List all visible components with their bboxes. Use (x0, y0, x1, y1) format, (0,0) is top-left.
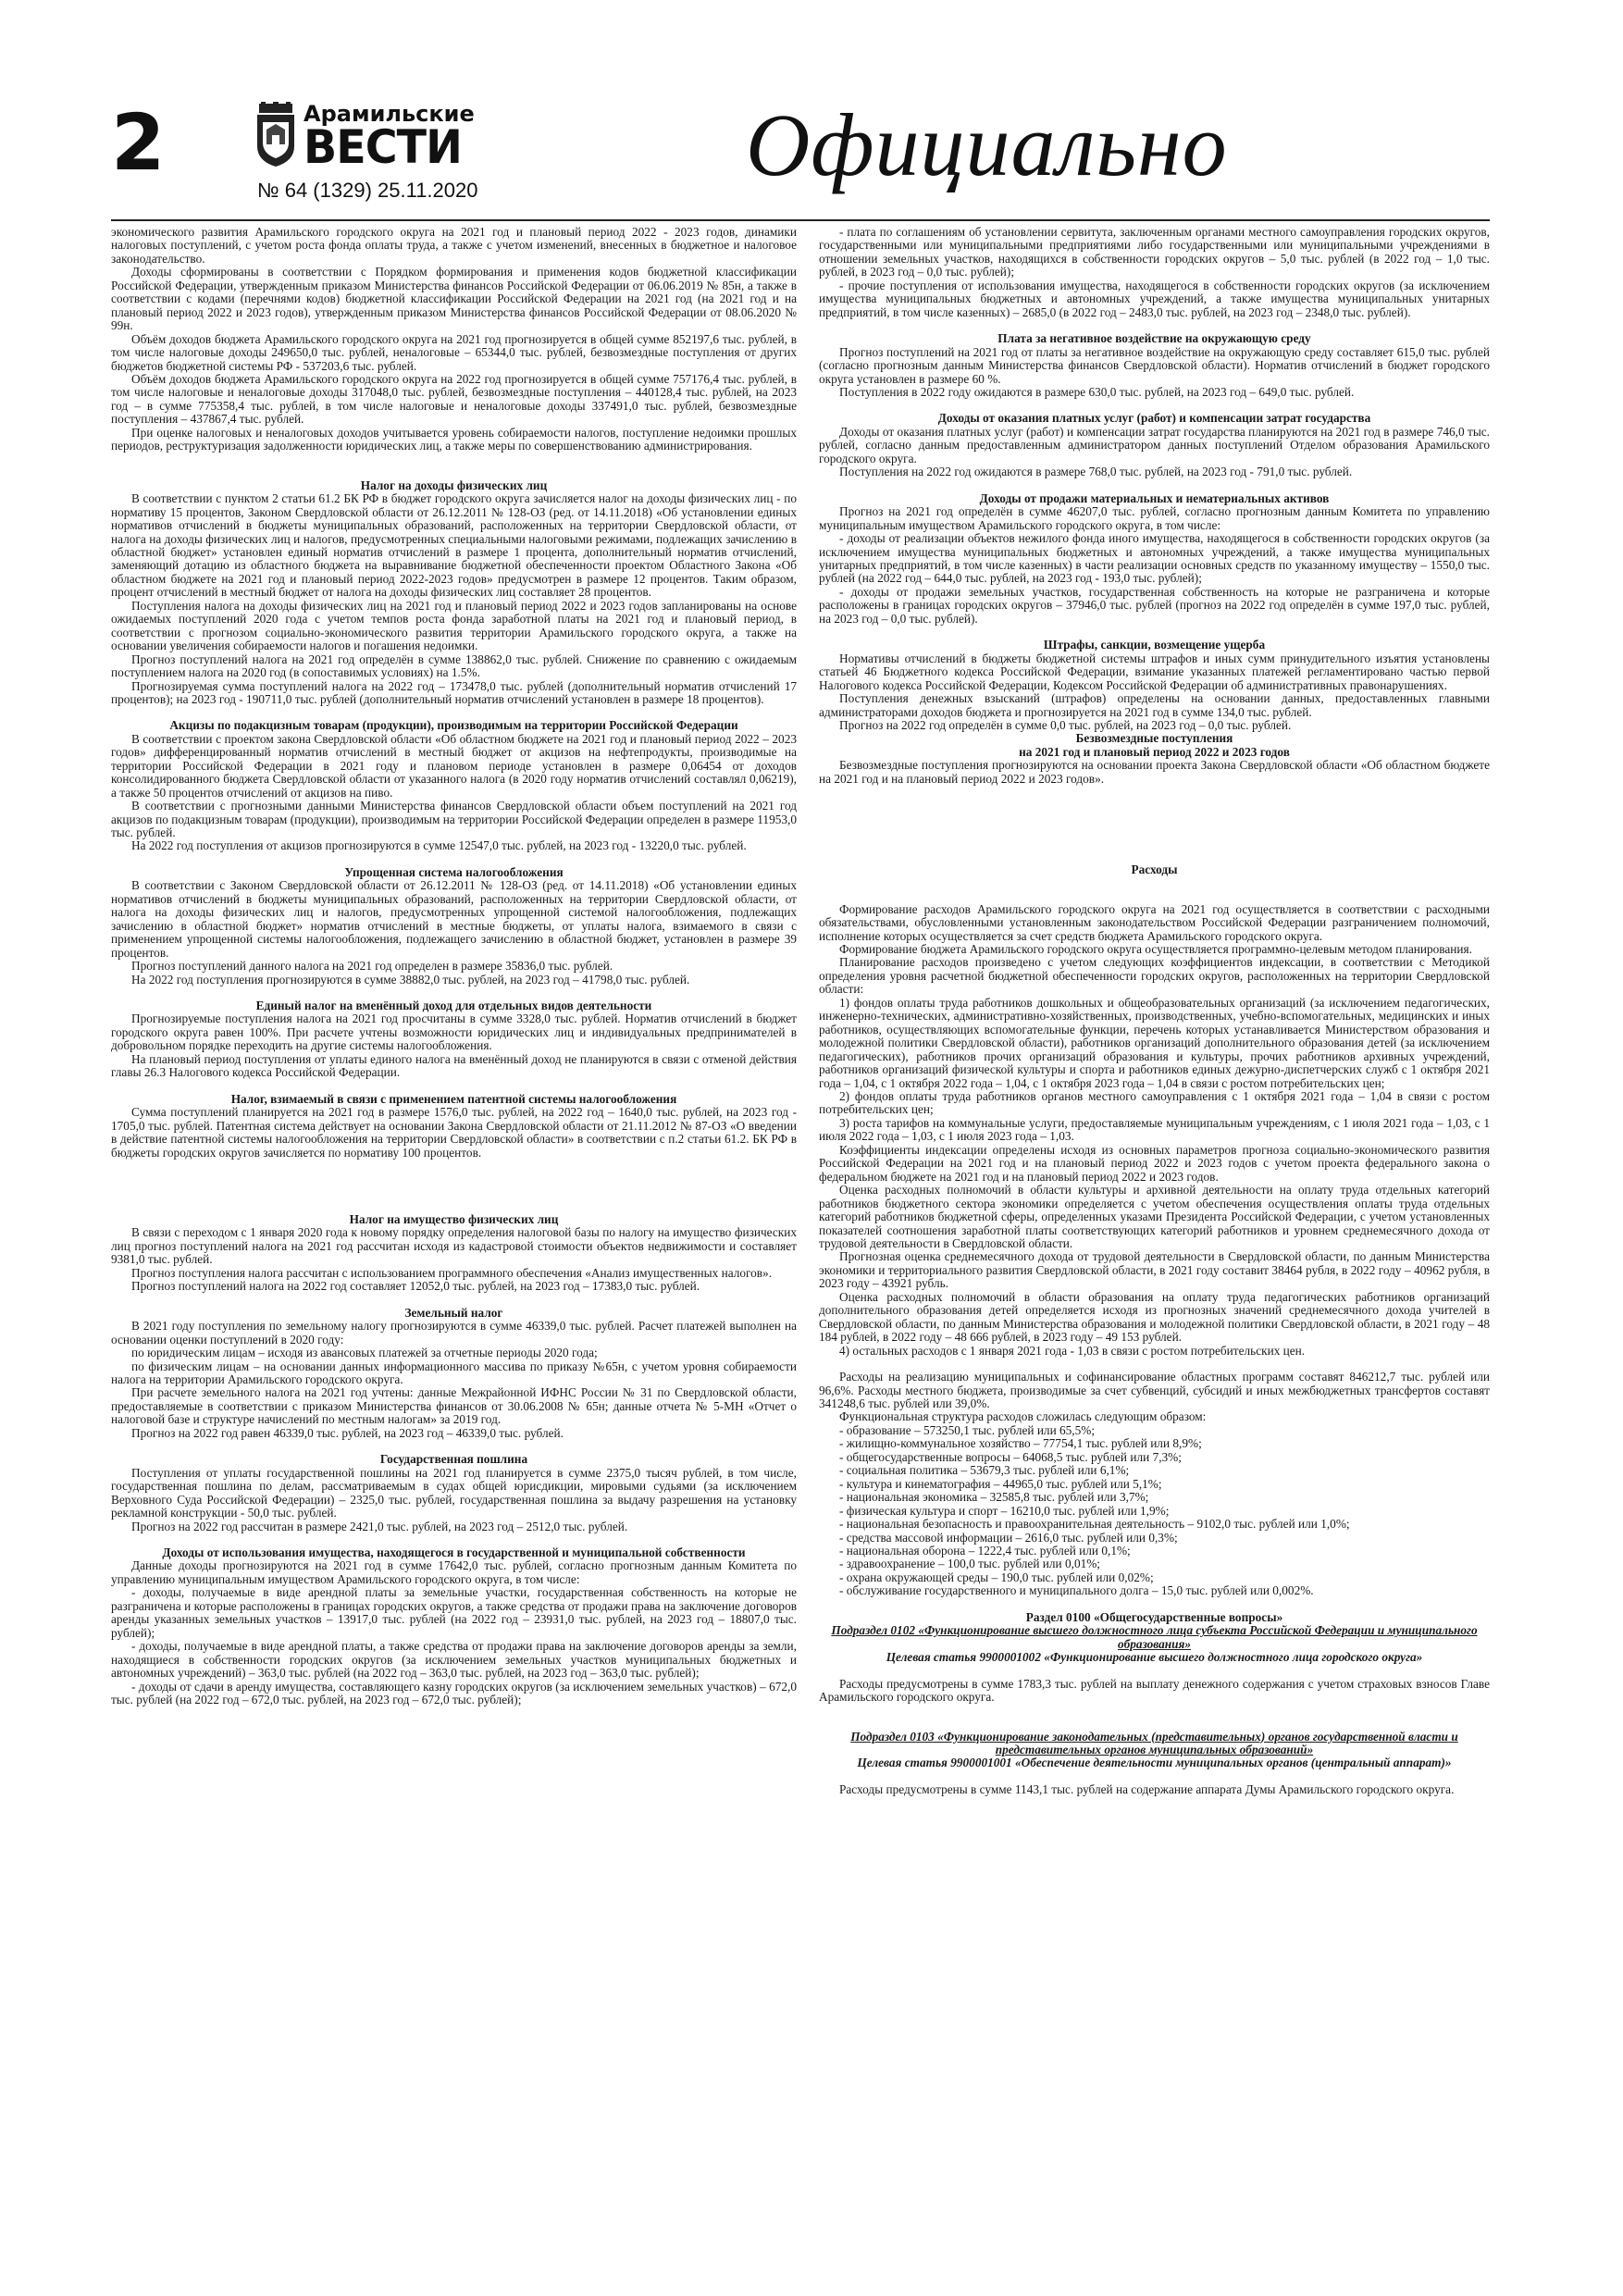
heading-paid-services: Доходы от оказания платных услуг (работ) и компенсации затрат государства (937, 411, 1371, 426)
heading-duty: Государственная пошлина (379, 1452, 528, 1467)
paragraph: Безвозмездные поступления прогнозируются на основании проекта Закона Свердловской области «Об областном бюджете на 2021 год и на плановый период 2022 и 2023 годов». (819, 758, 1490, 786)
paragraph: Прогноз поступлений на 2021 год от платы за негативное воздействие на окружающую среду составляет 615,0 тыс. рублей (согласно прогнозным данным Министерства финансов Свердловской области). Норматив отчислений в бюджет городского округа установлен в размере 60 %. (819, 344, 1490, 386)
paragraph: - доходы от продажи земельных участков, государственная собственность на которые не разграничена и которые расположены в границах городских округов – 37946,0 тыс. рублей (прогноз на 2022 год определён в сумме 197,0 тыс. рублей, на 2023 год – 0,0 тыс. рублей). (819, 584, 1490, 626)
heading-section-0100: Раздел 0100 «Общегосударственные вопросы» (1025, 1609, 1283, 1624)
page-number: 2 (111, 97, 166, 188)
heading-expenses: Расходы (1131, 863, 1178, 877)
paragraph: Поступления денежных взысканий (штрафов) определены на основании данных, предоставленных главными администраторами доходов бюджета и прогнозируется на 2021 год в сумме 134,0 тыс. рублей. (819, 691, 1490, 719)
paragraph: Поступления от уплаты государственной пошлины на 2021 год планируется в сумме 2375,0 тысяч рублей, в том числе, государственная пошлина по делам, рассматриваемым в судах общей юрисдикции, мировыми судьями (за исключением Верховного Суда Российской Федерации) – 2325,0 тыс. рублей, государственная пошлина за выдачу разрешения на установку рекламной конструкции - 50,0 тыс. рублей. (111, 1465, 797, 1520)
logo-text-main: ВЕСТИ (304, 120, 462, 174)
paragraph: - плата по соглашениям об установлении сервитута, заключенным органами местного самоуправления городских округов, государственными или муниципальными предприятиями либо государственными или муниципальными учреждениями в отношении земельных участков, находящихся в собственности городских округов – 5,0 тыс. рублей (в 2022 год – 1,0 тыс. рублей, в 2023 год – 0,0 тыс. рублей); (819, 226, 1490, 279)
paragraph: В соответствии с пунктом 2 статьи 61.2 БК РФ в бюджет городского округа зачисляется налог на доходы физических лиц - по нормативу 15 процентов, Законом Свердловской области от 26.12.2011 № 128-ОЗ (ред. от 14.11.2018) «Об установлении единых нормативов отчислений в бюджеты муниципальных образований, расположенных на территории Свердловской области, от налога на доходы физических лиц и налогов, предусмотренных специальными налоговыми режимами, подлежащих зачислению в областной бюджет» установлен единый норматив отчислений в размере 1 процента, дополнительный норматив отчислений, заменяющий дотацию из областного бюджета на выравнивание бюджетной обеспеченности проектом Областного Закона «Об областном бюджете на 2021 год и плановый период 2022-2023 годов» предусмотрен в размере 12 процентов. Таким образом, процент отчислений в местный бюджет от налога на доходы физических лиц составляет 28 процентов. (111, 491, 797, 600)
paragraph: Прогноз поступлений налога на 2021 год определён в сумме 138862,0 тыс. рублей. Снижение по сравнению с ожидаемым поступлением налога на 2020 год (в сопоставимых условиях) на 1.5%. (111, 652, 797, 680)
heading-negative-impact: Плата за негативное воздействие на окружающую среду (997, 331, 1311, 346)
heading-envd: Единый налог на вменённый доход для отдельных видов деятельности (255, 999, 652, 1013)
heading-patent: Налог, взимаемый в связи с применением патентной системы налогообложения (230, 1091, 677, 1106)
paragraph: - доходы от сдачи в аренду имущества, составляющего казну городских округов (за исключением земельных участков) – 672,0 тыс. рублей (на 2022 год – 672,0 тыс. рублей, на 2023 год – 672,0 тыс. рублей); (111, 1679, 797, 1706)
list-item: - жилищно-коммунальное хозяйство – 77754,1 тыс. рублей или 8,9%; (839, 1436, 1202, 1451)
paragraph: - доходы, получаемые в виде арендной платы, а также средства от продажи права на заключение договоров аренды за земли, находящиеся в собственности городских округов (за исключением земельных участков муниципальных бюджетных и автономных учреждений) – 363,0 тыс. рублей (на 2022 год – 363,0 тыс. рублей, на 2023 год – 363,0 тыс. рублей); (111, 1639, 797, 1681)
list-item: - обслуживание государственного и муниципального долга – 15,0 тыс. рублей или 0,002%. (839, 1583, 1314, 1598)
paragraph: - доходы, получаемые в виде арендной платы за земельные участки, государственная собственность на которые не разграничена и которые расположены в границах городских округов, а также средства от продажи права на заключение договоров аренды указанных земельных участков – 13917,0 тыс. рублей (на 2022 год – 23931,0 тыс. рублей, на 2023 год – 18807,0 тыс. рублей); (111, 1585, 797, 1640)
paragraph: Расходы на реализацию муниципальных и софинансирование областных программ составят 846212,7 тыс. рублей или 96,6%. Расходы местного бюджета, производимые за счет субвенций, субсидий и иных межбюджетных трансфертов составят 341248,6 тыс. рублей или 39,0%. (819, 1370, 1490, 1410)
paragraph: Поступления налога на доходы физических лиц на 2021 год и плановый период 2022 и 2023 годов запланированы на основе ожидаемых поступлений 2020 года с учетом темпов роста фонда заработной платы на 2021 год и плановый период, в соответствии с прогнозом социально-экономического развития территории Арамильского городского округа, а также на основании увеличения собираемости налогов и погашения недоимки. (111, 598, 797, 653)
paragraph: Прогноз на 2021 год определён в сумме 46207,0 тыс. рублей, согласно прогнозным данным Комитета по управлению муниципальным имуществом Арамильского городского округа, в том числе: (819, 504, 1490, 532)
list-item: - социальная политика – 53679,3 тыс. рублей или 6,1%; (839, 1463, 1130, 1478)
paragraph: Прогнозная оценка среднемесячного дохода от трудовой деятельности в Свердловской области, по данным Министерства экономики и территориального развития Свердловской области, в 2021 году составит 38464 рубля, в 2022 году – 40962 рубля, в 2023 году – 43921 рубль. (819, 1249, 1490, 1291)
paragraph: Поступления на 2022 год ожидаются в размере 768,0 тыс. рублей, на 2023 год - 791,0 тыс. рублей. (839, 465, 1353, 479)
subsection-0103: Подраздел 0103 «Функционирование законодательных (представительных) органов государственной власти и представительных органов муниципальных образований» (850, 1729, 1458, 1756)
list-item: - средства массовой информации – 2616,0 тыс. рублей или 0,3%; (839, 1530, 1178, 1545)
paragraph: Прогноз на 2022 год равен 46339,0 тыс. рублей, на 2023 год – 46339,0 тыс. рублей. (131, 1425, 564, 1440)
issue-number-date: № 64 (1329) 25.11.2020 (257, 179, 478, 202)
paragraph: - прочие поступления от использования имущества, находящегося в собственности городских округов (за исключением имущества муниципальных бюджетных и автономных учреждений, а также имущества муниципальных унитарных предприятий, в том числе казенных) – 2685,0 (в 2022 год – 2483,0 тыс. рублей, на 2023 год – 2348,0 тыс. рублей). (819, 278, 1490, 319)
paragraph: При расчете земельного налога на 2021 год учтены: данные Межрайонной ИФНС России № 31 по Свердловской области, предоставляемые в соответствии с приказом Министерства финансов от 30.06.2008 № 65н; данные отчета № 5-МН «Отчет о налоговой базе и структуре начислений по местным налогам» за 2019 год. (111, 1385, 797, 1427)
paragraph: Функциональная структура расходов сложилась следующим образом: (839, 1409, 1207, 1424)
heading-usn: Упрощенная система налогообложения (344, 864, 564, 879)
heading-gratuitous-period: на 2021 год и плановый период 2022 и 2023 годов (1019, 744, 1290, 759)
paragraph: Оценка расходных полномочий в области образования на оплату труда педагогических работников организаций дополнительного образования детей определяется исходя из прогнозных значений среднемесячного дохода учителей в Свердловской области, по данным Министерства образования и молодежной политики Свердловской области, в 2021 году – 48 184 рублей, в 2022 году – 48 666 рублей, в 2023 году – 49 153 рублей. (819, 1289, 1490, 1345)
paragraph: Данные доходы прогнозируются на 2021 год в сумме 17642,0 тыс. рублей, согласно прогнозным данным Комитета по управлению муниципальным имуществом Арамильского городского округа, в том числе: (111, 1558, 797, 1586)
heading-land: Земельный налог (404, 1305, 503, 1320)
paragraph: Формирование расходов Арамильского городского округа на 2021 год осуществляется в соответствии с расходными обязательствами, обусловленными установленным законодательством Российской Федерации разграничением полномочий, исполнение которых осуществляется за счет средств бюджета Арамильского городского округа. (819, 901, 1490, 943)
list-item: - образование – 573250,1 тыс. рублей или 65,5%; (839, 1422, 1096, 1437)
list-item: - национальная оборона – 1222,4 тыс. рублей или 0,1%; (839, 1543, 1131, 1558)
list-item: - физическая культура и спорт – 16210,0 тыс. рублей или 1,9%; (839, 1503, 1170, 1518)
paragraph: Расходы предусмотрены в сумме 1143,1 тыс. рублей на содержание аппарата Думы Арамильского городского округа. (839, 1781, 1455, 1796)
paragraph: В связи с переходом с 1 января 2020 года к новому порядку определения налоговой базы по налогу на имущество физических лиц прогноз поступлений налога на 2021 год рассчитан исходя из кадастровой стоимости объектов недвижимости и составляет 9381,0 тыс. рублей. (111, 1225, 797, 1267)
paragraph: Коэффициенты индексации определены исходя из основных параметров прогноза социально-экономического развития Российской Федерации на 2021 год и на плановый период 2022 и 2023 годов с учетом проекта федерального закона о федеральном бюджете на 2021 год и на плановый период 2022 и 2023 годов. (819, 1142, 1490, 1184)
paragraph: 1) фондов оплаты труда работников дошкольных и общеобразовательных организаций (за исключением педагогических, инженерно-технических, административно-хозяйственных, производственных, учебно-вспомогательных, медицинских и иных работников, осуществляющих вспомогательные функции, перечень которых устанавливается Министерством образования и молодежной политики Свердловской области), работников организаций дополнительного образования детей (за исключением педагогических), работников прочих организаций образования и культуры, прочих работников архивных учреждений, работников организаций физической культуры и спорта и работников единых дежурно-диспетчерских служб с 1 октября 2021 года – 1,04, с 1 октября 2022 года – 1,04, с 1 октября 2023 года – 1,04 в связи с ростом потребительских цен; (819, 995, 1490, 1090)
paragraph: На 2022 год поступления от акцизов прогнозируются в сумме 12547,0 тыс. рублей, на 2023 год - 13220,0 тыс. рублей. (131, 838, 747, 853)
paragraph: Доходы сформированы в соответствии с Порядком формирования и применения кодов бюджетной классификации Российской Федерации, утвержденным приказом Министерства финансов Российской Федерации от 06.06.2019 № 85н, а также в соответствии с кодами (перечнями кодов) бюджетной классификации Российской Федерации на 2021 год (на 2021 год и на плановый период 2022 и 2023 годов), утвержденным приказом Министерства финансов Российской Федерации от 08.06.2020 № 99н. (111, 265, 797, 333)
list-item: - здравоохранение – 100,0 тыс. рублей или 0,01%; (839, 1557, 1101, 1571)
paragraph: Прогноз на 2022 год рассчитан в размере 2421,0 тыс. рублей, на 2023 год – 2512,0 тыс. рублей. (131, 1519, 628, 1533)
paragraph: Прогноз поступлений данного налога на 2021 год определен в размере 35836,0 тыс. рублей. (131, 959, 613, 974)
paragraph: 4) остальных расходов с 1 января 2021 года - 1,03 в связи с ростом потребительских цен. (839, 1343, 1306, 1358)
list-item: - охрана окружающей среды – 190,0 тыс. рублей или 0,02%; (839, 1570, 1154, 1584)
paragraph: Формирование бюджета Арамильского городского округа осуществляется программно-целевым методом планирования. (839, 942, 1472, 957)
paragraph: 2) фондов оплаты труда работников органов местного самоуправления с 1 октября 2021 года – 1,04 в связи с ростом потребительских цен; (819, 1089, 1490, 1117)
paragraph: На плановый период поступления от уплаты единого налога на вменённый доход не планируются в связи с отменой действия главы 26.3 Налогового кодекса Российской Федерации. (111, 1051, 797, 1080)
list-item: - национальная безопасность и правоохранительная деятельность – 9102,0 тыс. рублей или 1,0%; (839, 1517, 1350, 1532)
subsection-0102: Подраздел 0102 «Функционирование высшего должностного лица субъекта Российской Федерации и муниципального образования» (831, 1623, 1478, 1651)
masthead (0, 0, 1623, 230)
paragraph: Доходы от оказания платных услуг (работ) и компенсации затрат государства планируются на 2021 год в размере 746,0 тыс. рублей, согласно данным предоставленным администратором данных поступлений Отделом образования Арамильского городского округа. (819, 424, 1490, 465)
heading-excise: Акцизы по подакцизным товарам (продукции), производимым на территории Российской Федерации (169, 718, 738, 733)
paragraph: Расходы предусмотрены в сумме 1783,3 тыс. рублей на выплату денежного содержания с учетом страховых взносов Главе Арамильского городского округа. (819, 1676, 1490, 1705)
paragraph: Прогнозируемая сумма поступлений налога на 2022 год – 173478,0 тыс. рублей (дополнительный норматив отчислений 17 процентов); на 2023 год - 190711,0 тыс. рублей (дополнительный норматив отчислений установлен в размере 18 процентов). (111, 678, 797, 706)
heading-property-use: Доходы от использования имущества, находящегося в государственной и муниципальной собственности (162, 1545, 746, 1559)
list-item: - национальная экономика – 32585,8 тыс. рублей или 3,7%; (839, 1490, 1149, 1505)
logo-text-top: Арамильские (304, 101, 475, 127)
paragraph: по юридическим лицам – исходя из авансовых платежей за отчетные периоды 2020 года; (131, 1346, 598, 1360)
target-article-0103: Целевая статья 9900001001 «Обеспечение деятельности муниципальных органов (центральный аппарат)» (857, 1756, 1452, 1770)
section-title: Официально (746, 95, 1228, 194)
paragraph: Прогноз поступлений налога на 2022 год составляет 12052,0 тыс. рублей, на 2023 год – 17383,0 тыс. рублей. (131, 1279, 700, 1294)
left-column (111, 226, 797, 2271)
paragraph: 3) роста тарифов на коммунальные услуги, предоставляемые муниципальным учреждениям, с 1 июля 2021 года – 1,03, с 1 июля 2022 года – 1,03, с 1 июля 2023 года – 1,03. (819, 1115, 1490, 1144)
paragraph: Прогноз поступления налога рассчитан с использованием программного обеспечения «Анализ имущественных налогов». (131, 1265, 773, 1280)
paragraph: При оценке налоговых и неналоговых доходов учитывается уровень собираемости налогов, поступление недоимки прошлых периодов, реструктуризация задолженности юридических лиц, а также меры по совершенствованию администрирования. (111, 425, 797, 453)
heading-ndfl: Налог на доходы физических лиц (360, 478, 548, 492)
paragraph: В соответствии с проектом закона Свердловской области «Об областном бюджете на 2021 год и плановый период 2022 – 2023 годов» дифференцированный норматив отчислений в местный бюджет от акцизов на нефтепродукты, производимые на территории Российской Федерации в 2021 году и плановом периоде установлен в размере 0,06454 от доходов консолидированного бюджета Свердловской области от указанного налога (в 2020 году норматив отчислений составлял 0,06219), а также 50 процентов отчислений от акцизов на пиво. (111, 731, 797, 800)
paragraph: Оценка расходных полномочий в области культуры и архивной деятельности на оплату труда отдельных категорий работников бюджетного сектора экономики определяется с учетом обеспечения осуществления оплаты труда отдельных категорий работников бюджетной сферы, определенных указами Президента Российской Федерации, с учетом установленных показателей соотношения заработной платы соответствующих категорий работников и уровнем среднемесячного дохода от трудовой деятельности в Свердловской области. (819, 1183, 1490, 1250)
paragraph: Планирование расходов произведено с учетом следующих коэффициентов индексации, в соответствии с Методикой определения уровня расчетной бюджетной обеспеченности городских округов, расположенных на территории Свердловской области: (819, 955, 1490, 997)
paragraph: Прогноз на 2022 год определён в сумме 0,0 тыс. рублей, на 2023 год – 0,0 тыс. рублей. (839, 717, 1292, 732)
paragraph: по физическим лицам – на основании данных информационного массива по приказу №65н, с учетом уровня собираемости налога на территории Арамильского городского округа. (111, 1359, 797, 1386)
paragraph: Объём доходов бюджета Арамильского городского округа на 2021 год прогнозируется в общей сумме 852197,6 тыс. рублей, в том числе налоговые доходы 249650,0 тыс. рублей, неналоговые – 65344,0 тыс. рублей, безвозмездные поступления от других бюджетов бюджетной системы РФ - 537203,6 тыс. рублей. (111, 331, 797, 373)
list-item: - культура и кинематография – 44965,0 тыс. рублей или 5,1%; (839, 1476, 1162, 1491)
heading-gratuitous: Безвозмездные поступления (1075, 731, 1233, 746)
heading-property: Налог на имущество физических лиц (349, 1212, 559, 1226)
paragraph: Нормативы отчислений в бюджеты бюджетной системы штрафов и иных сумм принудительного изъятия установлены статьей 46 Бюджетного кодекса Российской Федерации, взимание указанных платежей регламентировано частью первой Налогового кодекса Российской Федерации, Кодексом Российской Федерации об административных правонарушениях. (819, 651, 1490, 692)
paragraph: В 2021 году поступления по земельному налогу прогнозируются в сумме 46339,0 тыс. рублей. Расчет платежей выполнен на основании оценки поступлений в 2020 году: (111, 1319, 797, 1347)
right-column (819, 226, 1490, 2271)
paragraph: В соответствии с Законом Свердловской области от 26.12.2011 № 128-ОЗ (ред. от 14.11.2018) «Об установлении единых нормативов отчислений в бюджеты муниципальных образований, расположенных на территории Свердловской области, от налога на доходы физических лиц и налогов, предусмотренных упрощенной системой налогообложения, подлежащих зачислению в областной бюджет» норматив отчислений в местные бюджеты, от уплаты налога, взимаемого в связи с применением упрощенной системы налогообложения, подлежащего зачислению в областной бюджет, установлен в размере 39 процентов. (111, 878, 797, 960)
heading-fines: Штрафы, санкции, возмещение ущерба (1043, 638, 1266, 652)
coat-of-arms-icon (255, 102, 296, 167)
paragraph: На 2022 год поступления прогнозируются в сумме 38882,0 тыс. рублей, на 2023 год – 41798,0 тыс. рублей. (131, 972, 690, 987)
target-article-0102: Целевая статья 9900001002 «Функционирование высшего должностного лица городского округа» (886, 1650, 1423, 1665)
newspaper-logo (255, 101, 477, 174)
paragraph: экономического развития Арамильского городского округа на 2021 год и плановый период 2022 - 2023 годов, динамики налоговых поступлений, с учетом роста фонда оплаты труда, а также с учетом изменений, внесенных в бюджетное и налоговое законодательство. (111, 226, 797, 266)
paragraph: В соответствии с прогнозными данными Министерства финансов Свердловской области объем поступлений на 2021 год акцизов по подакцизным товарам (продукции), производимым на территории Российской Федерации определен в размере 11953,0 тыс. рублей. (111, 799, 797, 840)
paragraph: - доходы от реализации объектов нежилого фонда иного имущества, находящегося в собственности городских округов (за исключением имущества муниципальных бюджетных и автономных учреждений, а также имущества муниципальных унитарных предприятий, в том числе казенных) в части реализации основных средств по указанному имуществу – 1550,0 тыс. рублей (на 2022 год – 644,0 тыс. рублей, на 2023 год - 193,0 тыс. рублей); (819, 531, 1490, 586)
heading-asset-sale: Доходы от продажи материальных и нематериальных активов (979, 490, 1330, 505)
list-item: - общегосударственные вопросы – 64068,5 тыс. рублей или 7,3%; (839, 1449, 1182, 1464)
paragraph: Прогнозируемые поступления налога на 2021 год просчитаны в сумме 3328,0 тыс. рублей. Норматив отчислений в бюджет городского округа равен 100%. При расчете учтены возможности юридических лиц и индивидуальных предпринимателей в добровольном порядке переходить на другие системы налогообложения. (111, 1011, 797, 1053)
paragraph: Сумма поступлений планируется на 2021 год в размере 1576,0 тыс. рублей, на 2022 год – 1640,0 тыс. рублей, на 2023 год - 1705,0 тыс. рублей. Патентная система действует на основании Закона Свердловской области от 21.11.2012 № 87-ОЗ «О введении в действие патентной системы налогообложения на территории Свердловской области» в соответствии с п.2 статьи 61.2. БК РФ в бюджеты городских округов зачисляется по нормативу 100 процентов. (111, 1105, 797, 1160)
header-rule (111, 219, 1490, 221)
paragraph: Поступления в 2022 году ожидаются в размере 630,0 тыс. рублей, на 2023 год – 649,0 тыс. рублей. (839, 384, 1355, 399)
paragraph: Объём доходов бюджета Арамильского городского округа на 2022 год прогнозируется в общей сумме 757176,4 тыс. рублей, в том числе налоговые и неналоговые доходы 317048,0 тыс. рублей, безвозмездные поступления – 440128,4 тыс. рублей, на 2023 год – в сумме 775358,4 тыс. рублей, в том числе налоговые и неналоговые доходы 337491,0 тыс. рублей, безвозмездные поступления – 437867,4 тыс. рублей. (111, 371, 797, 427)
